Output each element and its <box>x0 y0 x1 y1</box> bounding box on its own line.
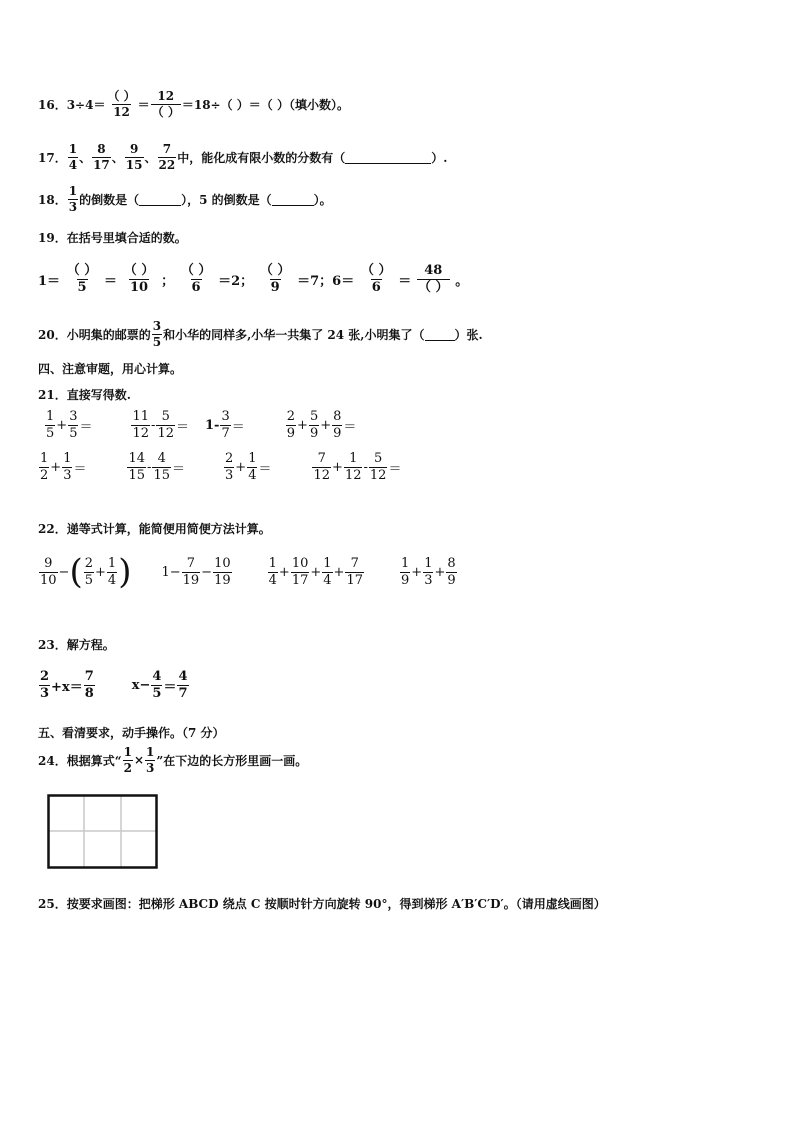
section-4-title: 四、注意审题，用心计算。 <box>38 362 183 376</box>
fraction: $\frac{1}{3}$ <box>424 555 433 588</box>
q21-row-2: $\frac{1}{2}$ + $\frac{1}{3}$ ＝ $\frac{14}{15}$ - $\frac{4}{15}$ ＝ $\frac{2}{3}$ + $\frac{1}{4}$ ＝ $\frac{7}{12}$ + $\frac{1}{12}$ - $\frac{5}{12}$ ＝ <box>40 451 402 483</box>
fraction: $\frac{5}{12}$ <box>157 409 174 441</box>
fraction: $\frac{1}{4}$ <box>268 555 277 588</box>
fraction: $\frac{( )}{6}$ <box>180 263 212 295</box>
answer-blank[interactable] <box>139 193 181 206</box>
question-19: 19． 在括号里填合适的数。 <box>38 231 187 245</box>
fraction: $\frac{5}{12}$ <box>369 451 387 483</box>
question-20: 20． 小明集的邮票的 $\frac{3}{5}$ 和小华的同样多,小华一共集了 24 张,小明集了（ ）张. <box>38 319 483 349</box>
question-number: 19． <box>38 231 67 245</box>
fraction: $\frac{1}{5}$ <box>46 409 55 441</box>
fraction: $\frac{1}{2}$ <box>40 451 49 483</box>
question-number: 23． <box>38 638 67 652</box>
fraction: $\frac{1}{9}$ <box>401 555 410 588</box>
fraction: $\frac{10}{19}$ <box>214 555 231 588</box>
fraction: $\frac{4}{15}$ <box>153 451 170 483</box>
question-22: 22． 递等式计算，能简便用简便方法计算。 <box>38 522 271 536</box>
question-18: 18． $\frac{1}{3}$ 的倒数是（ ），5 的倒数是（ ）。 <box>38 184 332 214</box>
drawing-rectangle[interactable] <box>47 794 159 870</box>
question-19-row: 1＝ $\frac{( )}{5}$ ＝ $\frac{( )}{10}$ ； $\frac{( )}{6}$ ＝2； $\frac{( )}{9}$ ＝7；6＝ $\frac{( )}{6}$ ＝ $\frac{48}{( )}$ 。 <box>38 263 469 295</box>
fraction: $\frac{7}{12}$ <box>313 451 331 483</box>
fraction: $\frac{9}{15}$ <box>125 142 143 172</box>
answer-blank[interactable] <box>272 193 314 206</box>
fraction: $\frac{7}{17}$ <box>346 555 363 588</box>
fraction: $\frac{14}{15}$ <box>128 451 146 483</box>
question-24: 24． 根据算式“ $\frac{1}{2}$ × $\frac{1}{3}$ ”在下边的长方形里画一画。 <box>38 745 308 775</box>
question-number: 22． <box>38 522 67 536</box>
right-paren: ) <box>118 552 132 592</box>
fraction: $\frac{2}{5}$ <box>84 555 93 588</box>
left-paren: ( <box>69 552 83 592</box>
fraction: $\frac{2}{3}$ <box>40 669 50 701</box>
fraction: $\frac{1}{4}$ <box>107 555 117 588</box>
fraction: $\frac{3}{5}$ <box>69 409 78 441</box>
fraction: $\frac{1}{4}$ <box>248 451 257 483</box>
question-number: 16． <box>38 97 67 112</box>
question-number: 24． <box>38 753 67 768</box>
q21-row-1: $\frac{1}{5}$ + $\frac{3}{5}$ ＝ $\frac{11}{12}$ - $\frac{5}{12}$ ＝ 1- $\frac{3}{7}$ ＝ $\frac{2}{9}$ + $\frac{5}{9}$ + $\frac{8}{9}$ ＝ <box>46 409 357 441</box>
fraction: $\frac{4}{7}$ <box>178 669 188 701</box>
fraction: $\frac{( )}{5}$ <box>66 263 98 295</box>
fraction: $\frac{( )}{9}$ <box>259 263 291 295</box>
fraction: $\frac{8}{9}$ <box>333 409 342 441</box>
fraction: $\frac{4}{5}$ <box>152 669 162 701</box>
fraction: $\frac{2}{3}$ <box>225 451 234 483</box>
question-number: 20． <box>38 327 67 342</box>
fraction: $\frac{( )}{10}$ <box>123 263 155 295</box>
fraction: $\frac{7}{8}$ <box>84 669 94 701</box>
fraction: $\frac{1}{12}$ <box>344 451 362 483</box>
fraction: $\frac{48}{( )}$ <box>417 263 449 295</box>
q22-expressions: $\frac{9}{10}$ − ( $\frac{2}{5}$ + $\frac{1}{4}$ ) 1− $\frac{7}{19}$ − $\frac{10}{19}$ $\frac{1}{4}$ + $\frac{10}{17}$ + $\frac{1}{4}$ + $\frac{7}{17}$ $\frac{1}{9}$ + $\frac{1}{3}$ + $\frac{8}{9}$ <box>40 552 456 592</box>
question-21: 21． 直接写得数. <box>38 388 131 402</box>
fraction: $\frac{5}{9}$ <box>309 409 319 441</box>
fraction: $\frac{3}{5}$ <box>152 319 162 349</box>
fraction: $\frac{( )}{6}$ <box>360 263 392 295</box>
fraction: $\frac{1}{3}$ <box>63 451 72 483</box>
fraction: $\frac{1}{2}$ <box>123 745 132 775</box>
question-25: 25． 按要求画图：把梯形 ABCD 绕点 C 按顺时针方向旋转 90°，得到梯形 A′B′C′D′。（请用虚线画图） <box>38 897 606 911</box>
question-number: 25． <box>38 897 67 911</box>
fraction: $\frac{( )}{12}$ <box>107 89 136 119</box>
fraction: $\frac{2}{9}$ <box>286 409 296 441</box>
section-5-title: 五、看清要求，动手操作。（7 分） <box>38 726 225 740</box>
answer-blank[interactable] <box>345 151 431 164</box>
fraction: $\frac{3}{7}$ <box>221 409 230 441</box>
fraction: $\frac{12}{( )}$ <box>151 89 180 119</box>
fraction: $\frac{10}{17}$ <box>291 555 309 588</box>
question-23: 23． 解方程。 <box>38 638 115 652</box>
fraction: $\frac{8}{9}$ <box>447 555 456 588</box>
fraction: $\frac{8}{17}$ <box>93 142 110 172</box>
question-17: 17． $\frac{1}{4}$ 、 $\frac{8}{17}$ 、 $\frac{9}{15}$ 、 $\frac{7}{22}$ 中，能化成有限小数的分数有（ ）. <box>38 142 448 172</box>
fraction: $\frac{1}{4}$ <box>68 142 78 172</box>
question-number: 18． <box>38 192 67 207</box>
question-16: 16． 3÷4＝ $\frac{( )}{12}$ ＝ $\frac{12}{( )}$ ＝18÷（ ）＝（ ）（填小数）。 <box>38 89 349 119</box>
fraction: $\frac{1}{3}$ <box>68 184 78 214</box>
fraction: $\frac{1}{3}$ <box>146 745 155 775</box>
question-number: 21． <box>38 388 67 402</box>
question-number: 17． <box>38 150 67 165</box>
q23-equations: $\frac{2}{3}$ +x＝ $\frac{7}{8}$ x− $\frac{4}{5}$ ＝ $\frac{4}{7}$ <box>40 669 188 701</box>
answer-blank[interactable] <box>425 328 455 341</box>
fraction: $\frac{7}{19}$ <box>182 555 200 588</box>
fraction: $\frac{7}{22}$ <box>158 142 176 172</box>
fraction: $\frac{1}{4}$ <box>323 555 332 588</box>
fraction: $\frac{11}{12}$ <box>132 409 150 441</box>
fraction: $\frac{9}{10}$ <box>40 555 57 588</box>
